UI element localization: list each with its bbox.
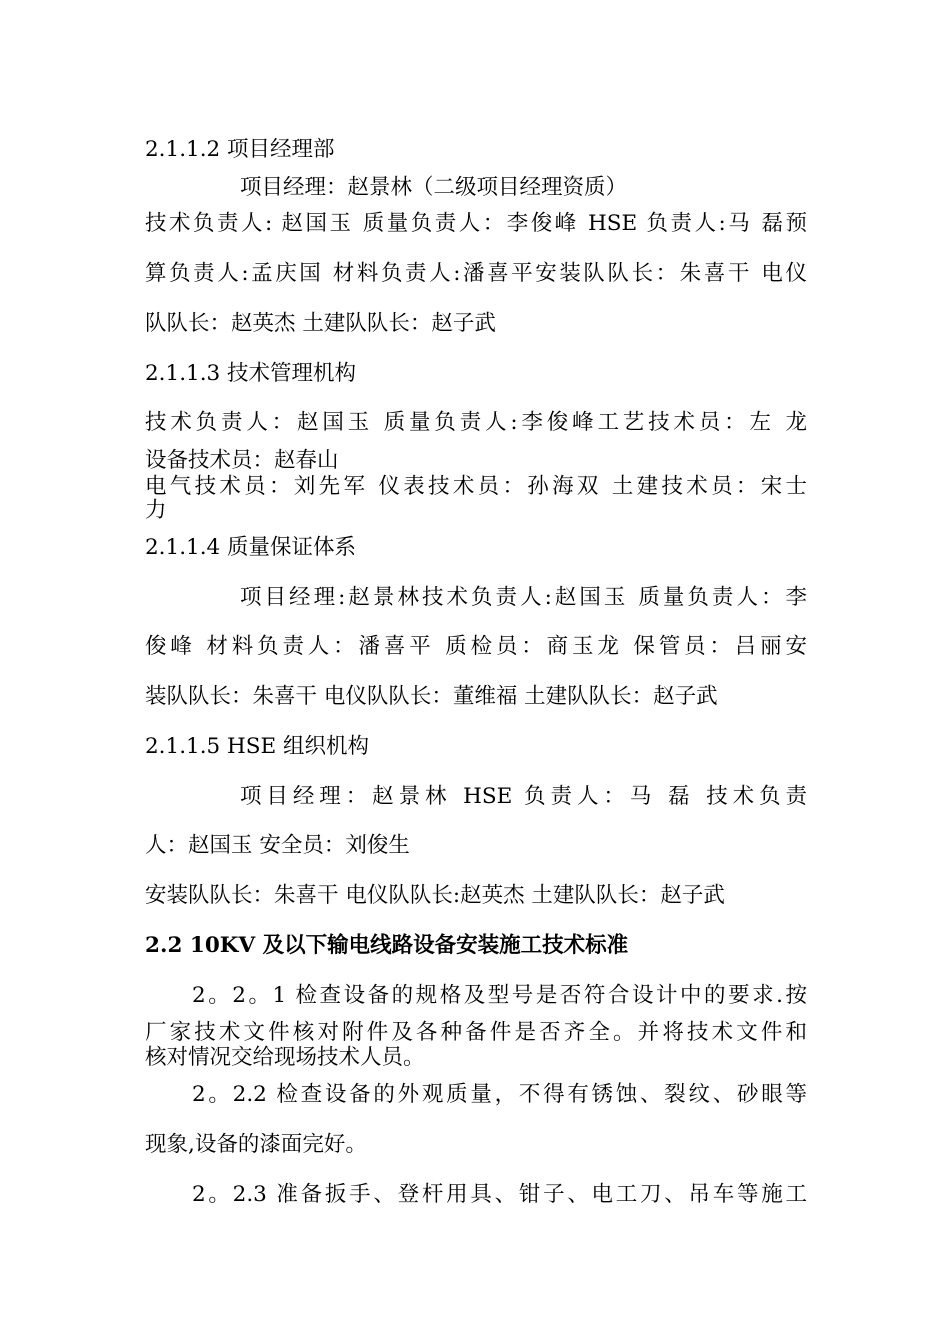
paragraph-line: 队队长：赵英杰 土建队队长：赵子武 bbox=[145, 311, 496, 336]
paragraph-line: 安装队队长：朱喜干 电仪队队长:赵英杰 土建队队长：赵子武 bbox=[145, 883, 725, 908]
paragraph-line: 技术负责人：赵国玉 质量负责人:李俊峰工艺技术员：左 龙 bbox=[145, 410, 807, 435]
paragraph-line: 俊峰 材料负责人：潘喜平 质检员：商玉龙 保管员：吕丽安 bbox=[145, 634, 807, 659]
section-heading-2-1-1-2: 2.1.1.2 项目经理部 bbox=[145, 137, 335, 162]
section-heading-2-1-1-4: 2.1.1.4 质量保证体系 bbox=[145, 535, 357, 560]
paragraph-line: 项目经理:赵景林技术负责人:赵国玉 质量负责人：李 bbox=[240, 585, 807, 610]
paragraph-line: 项目经理：赵景林 HSE 负责人：马 磊 技术负责 bbox=[240, 784, 807, 809]
paragraph-line: 2。2。1 检查设备的规格及型号是否符合设计中的要求.按 bbox=[192, 983, 807, 1008]
paragraph-line: 装队队长：朱喜干 电仪队队长：董维福 土建队队长：赵子武 bbox=[145, 684, 718, 709]
paragraph-line: 厂家技术文件核对附件及各种备件是否齐全。并将技术文件和 bbox=[145, 1020, 807, 1045]
paragraph-line: 电气技术员：刘先军 仪表技术员：孙海双 土建技术员：宋士 bbox=[145, 474, 807, 499]
paragraph-line: 力 bbox=[145, 498, 167, 523]
section-heading-2-2: 2.2 10KV 及以下输电线路设备安装施工技术标准 bbox=[145, 933, 629, 958]
section-heading-2-1-1-5: 2.1.1.5 HSE 组织机构 bbox=[145, 734, 370, 759]
paragraph-line: 2。2.2 检查设备的外观质量，不得有锈蚀、裂纹、砂眼等 bbox=[192, 1082, 807, 1107]
paragraph-line: 现象,设备的漆面完好。 bbox=[145, 1132, 367, 1157]
paragraph-line: 核对情况交给现场技术人员。 bbox=[145, 1045, 425, 1070]
paragraph-line: 算负责人:孟庆国 材料负责人:潘喜平安装队队长：朱喜干 电仪 bbox=[145, 261, 807, 286]
section-heading-2-1-1-3: 2.1.1.3 技术管理机构 bbox=[145, 361, 357, 386]
paragraph-line: 设备技术员：赵春山 bbox=[145, 448, 339, 473]
paragraph-line: 2。2.3 准备扳手、登杆用具、钳子、电工刀、吊车等施工 bbox=[192, 1182, 807, 1207]
paragraph-line: 项目经理：赵景林（二级项目经理资质） bbox=[240, 175, 628, 200]
paragraph-line: 人：赵国玉 安全员：刘俊生 bbox=[145, 833, 410, 858]
paragraph-line: 技术负责人: 赵国玉 质量负责人：李俊峰 HSE 负责人:马 磊预 bbox=[145, 211, 807, 236]
